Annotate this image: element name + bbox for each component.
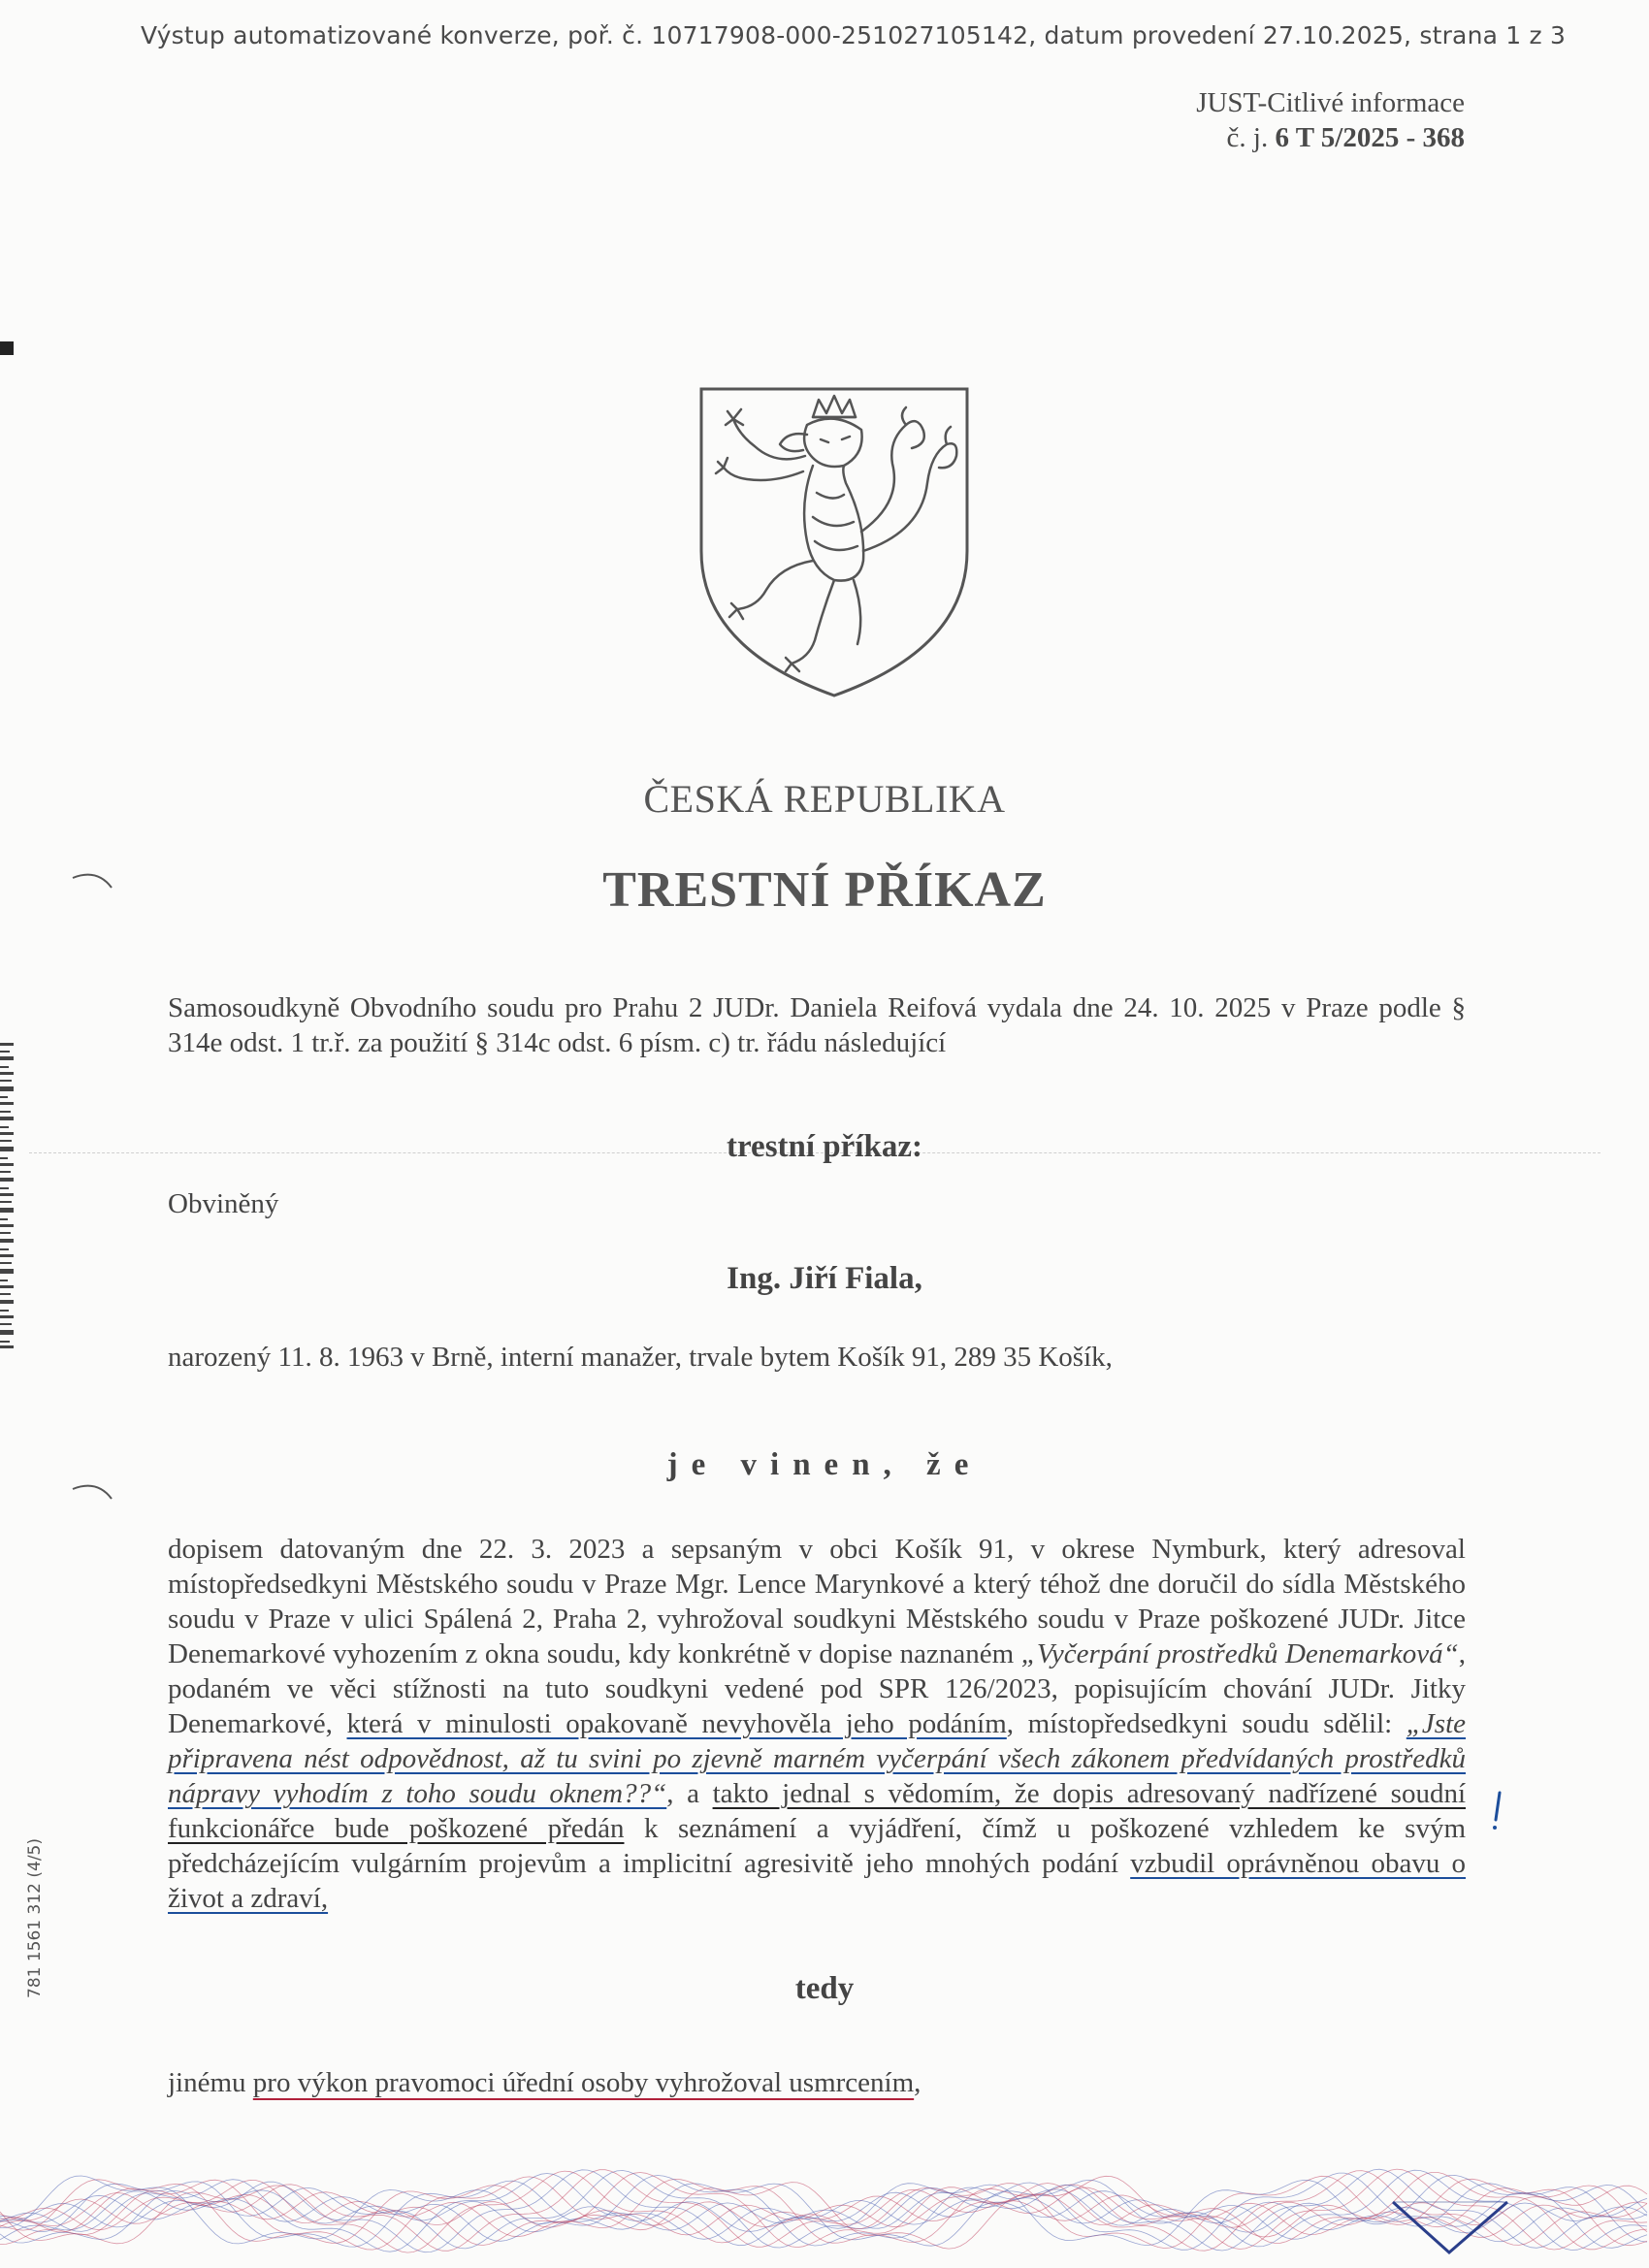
quoted-letter-title: „Vyčerpání prostředků Denemarková“ xyxy=(1020,1638,1459,1669)
czech-coat-of-arms-icon xyxy=(698,386,970,698)
facts-text: , podaném ve věci stížnosti na tuto soudkyni vedené pod SPR 126/2023, popisujícím chování JUDr. Jitky Denemarkové, xyxy=(168,1638,1466,1739)
facts-paragraph xyxy=(168,1532,1466,1916)
facts-text: dopisem datovaným dne 22. 3. 2023 a sepsaným v obci Košík 91, v okrese Nymburk, který adresoval místopředsedkyni Městského soudu v Praze Mgr. Lence Marynkové a který téhož dne doručil do sídla Městského soudu v Praze v ulici Spálená 2, Praha 2, vyhrožoval soudkyni Městského soudu v Praze poškozené JUDr. Jitce Denemarkové vyhozením z okna soudu, kdy konkrétně v dopise naznaném xyxy=(168,1534,1466,1669)
punch-mark xyxy=(68,1479,116,1518)
accused-label: Obviněný xyxy=(168,1188,279,1219)
case-number-line xyxy=(1196,120,1465,155)
case-number: 6 T 5/2025 - 368 xyxy=(1275,122,1465,153)
facts-text: , a xyxy=(666,1778,713,1809)
barcode-strip xyxy=(0,1043,14,1348)
conversion-header: Výstup automatizované konverze, poř. č. 10717908-000-251027105142, datum provedení 27.10.2025, strana 1 z 3 xyxy=(141,21,1567,49)
section-heading: trestní příkaz: xyxy=(727,1129,922,1164)
facts-text: , místopředsedkyni soudu sdělil: xyxy=(1006,1708,1406,1739)
conclusion-text: , xyxy=(914,2067,922,2098)
state-name: ČESKÁ REPUBLIKA xyxy=(643,777,1006,821)
classification-label: JUST-Citlivé informace xyxy=(1196,87,1465,118)
scan-mark xyxy=(0,341,14,355)
accused-name: Ing. Jiří Fiala, xyxy=(727,1261,922,1296)
accused-details: narozený 11. 8. 1963 v Brně, interní manažer, trvale bytem Košík 91, 289 35 Košík, xyxy=(168,1342,1113,1373)
quoted-threat: „Jste připravena nést odpovědnost, až tu svini po zjevně marném vyčerpání všech zákonem předvídaných prostředků nápravy vyhodím z toho soudu oknem??“ xyxy=(168,1708,1467,1809)
case-prefix: č. j. xyxy=(1226,122,1276,153)
conclusion-heading: tedy xyxy=(794,1971,855,2006)
facts-text: k seznámení a vyjádření, čímž u poškozené vzhledem ke svým předcházejícím vulgárním projevům a implicitní agresivitě jeho mnohých podání xyxy=(168,1813,1467,1879)
underlined-passage-black: takto jednal s vědomím, že dopis adresovaný nadřízené soudní funkcionářce bude poškozené předán xyxy=(168,1778,1466,1844)
underlined-passage-red: pro výkon pravomoci úřední osoby vyhrožoval usmrcením xyxy=(252,2067,915,2098)
form-code: 781 1561 312 (4/5) xyxy=(25,1838,45,1998)
verdict-heading: je vinen, že xyxy=(666,1447,983,1482)
envelope-icon xyxy=(1387,2194,1513,2268)
underlined-passage-blue: která v minulosti opakovaně nevyhověla jeho podáním xyxy=(346,1708,1007,1739)
reference-block xyxy=(1196,85,1465,155)
document-title: TRESTNÍ PŘÍKAZ xyxy=(602,862,1047,918)
conclusion-text: jinému xyxy=(168,2067,253,2098)
conclusion-paragraph xyxy=(168,2065,1466,2100)
margin-pen-mark xyxy=(1490,1791,1505,1833)
underlined-passage-blue: vzbudil oprávněnou obavu o život a zdraví, xyxy=(168,1848,1466,1914)
intro-paragraph: Samosoudkyně Obvodního soudu pro Prahu 2 JUDr. Daniela Reifová vydala dne 24. 10. 2025 v Praze podle § 314e odst. 1 tr.ř. za použití § 314c odst. 6 písm. c) tr. řádu následující xyxy=(168,992,1466,1058)
